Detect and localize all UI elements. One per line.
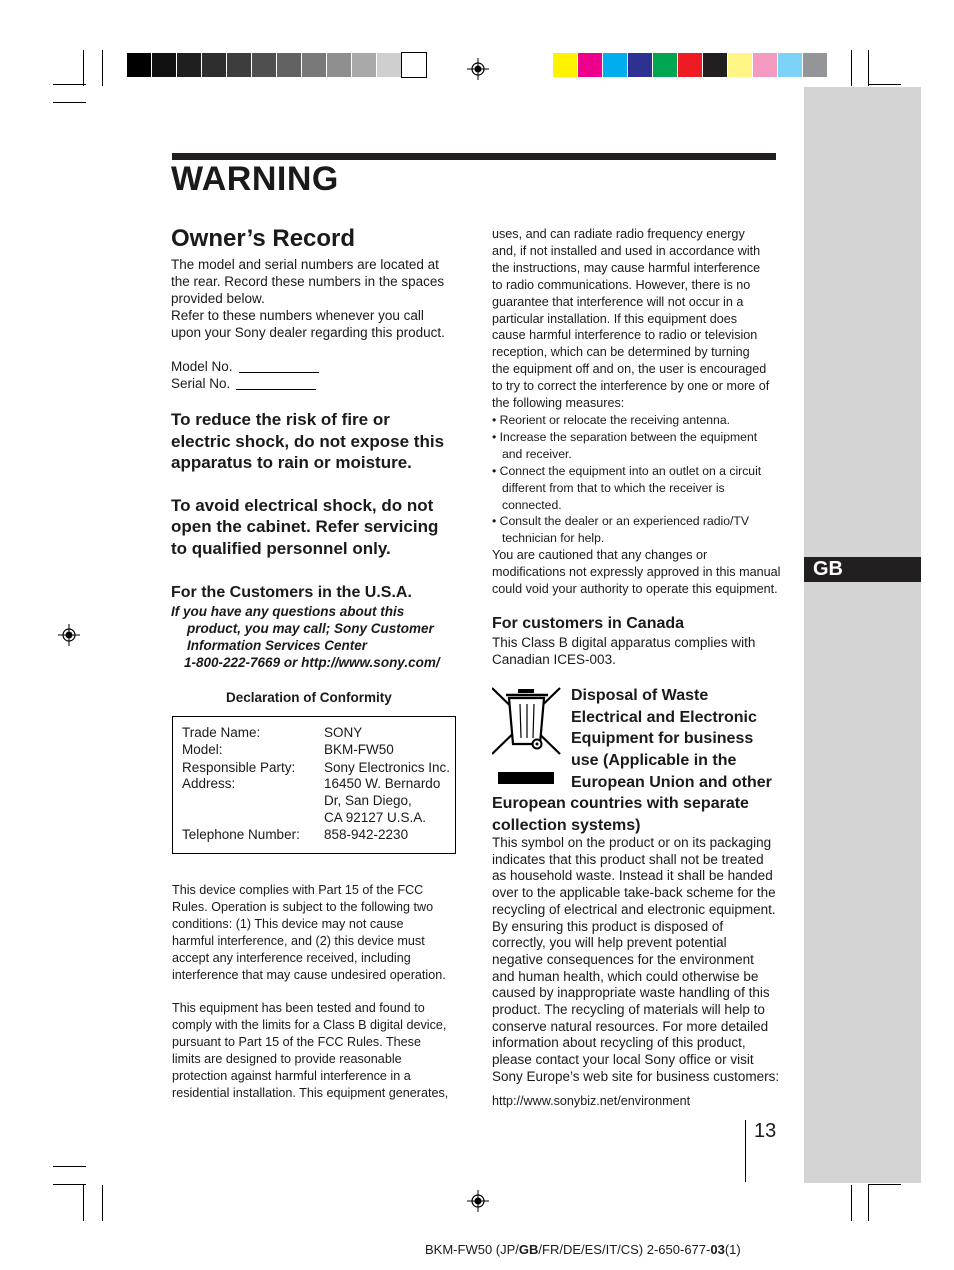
text-line: indicates that this product shall not be treated [492, 851, 764, 867]
owners-record-title: Owner’s Record [171, 225, 356, 252]
list-item: • Reorient or relocate the receiving antenna. [492, 412, 731, 427]
color-swatch [703, 53, 727, 77]
text-line: information about recycling of this product, [492, 1035, 746, 1051]
color-swatch [603, 53, 627, 77]
conformity-value: 16450 W. Bernardo [324, 776, 441, 791]
text-line: This Class B digital apparatus complies with [492, 635, 756, 650]
footer-text: BKM-FW50 (JP/ [425, 1242, 519, 1257]
language-tab-label: GB [813, 558, 843, 580]
text-line: Equipment for business [571, 730, 754, 748]
text-line: different from that to which the receiver is [502, 480, 725, 495]
text-line: the instructions, may cause harmful interference [492, 260, 761, 275]
model-no-blank [239, 372, 319, 373]
fcc-continued-text [492, 226, 792, 598]
conformity-value: SONY [324, 725, 363, 740]
conformity-value: Dr, San Diego, [324, 793, 412, 808]
text-line: conserve natural resources. For more detailed [492, 1018, 769, 1034]
text-line: reception, which can be determined by turning [492, 345, 750, 360]
page-number: 13 [754, 1120, 777, 1142]
gray-swatch [177, 53, 201, 77]
gray-swatch [327, 53, 351, 77]
text-line: By ensuring this product is disposed of [492, 918, 724, 934]
color-swatch [628, 53, 652, 77]
usa-contact [171, 603, 466, 671]
text-line: Refer to these numbers whenever you call [171, 308, 424, 323]
environment-link[interactable]: http://www.sonybiz.net/environment [492, 1094, 691, 1108]
usa-title: For the Customers in the U.S.A. [171, 584, 412, 601]
text-line: correctly, you will help prevent potential [492, 935, 727, 951]
conformity-value: 858-942-2230 [324, 827, 409, 842]
text-line: over to the applicable take-back scheme for the [492, 885, 776, 901]
text-line: to try to correct the interference by one or more of [492, 379, 770, 394]
text-line: collection systems) [492, 816, 641, 834]
text-line: product, you may call; Sony Customer [187, 621, 434, 636]
color-swatch [678, 53, 702, 77]
conformity-box [172, 716, 456, 854]
conformity-value: Sony Electronics Inc. [324, 760, 451, 775]
list-item: • Increase the separation between the equipment [492, 429, 758, 444]
text-line: to qualified personnel only. [171, 538, 391, 558]
text-line: conditions: (1) This device may not cause [172, 916, 404, 931]
text-line: particular installation. If this equipment does [492, 311, 738, 326]
text-line: negative consequences for the environment [492, 951, 754, 967]
conformity-label: Telephone Number: [182, 827, 300, 842]
canada-title: For customers in Canada [492, 615, 685, 632]
text-line: Information Services Center [187, 638, 368, 653]
text-line: and receiver. [502, 446, 572, 461]
conformity-value: CA 92127 U.S.A. [324, 810, 427, 825]
text-line: European Union and other [571, 773, 772, 791]
list-item: • Connect the equipment into an outlet on a circuit [492, 463, 762, 478]
gray-swatch [352, 53, 376, 77]
conformity-label: Model: [182, 742, 223, 757]
serial-no-label: Serial No. [171, 376, 231, 391]
gray-swatch [202, 53, 226, 77]
text-line: connected. [502, 497, 562, 512]
text-line: Sony Europe’s web site for business customers: [492, 1068, 780, 1084]
disposal-title-short [571, 685, 786, 794]
footer-model-code [425, 1242, 741, 1257]
text-line: limits are designed to provide reasonable [172, 1052, 402, 1067]
text-line: and human health, which could otherwise be [492, 968, 759, 984]
footer-text: /FR/DE/ES/IT/CS) 2-650-677- [538, 1242, 711, 1257]
text-line: 1-800-222-7669 or http://www.sony.com/ [184, 655, 440, 670]
gray-swatch [377, 53, 401, 77]
gray-swatch [127, 53, 151, 77]
text-line: the rear. Record these numbers in the spaces [171, 274, 445, 289]
gray-swatch [152, 53, 176, 77]
text-line: could void your authority to operate this equipment. [492, 582, 778, 597]
text-line: comply with the limits for a Class B digital device, [172, 1018, 447, 1033]
color-swatch [653, 53, 677, 77]
text-line: to radio communications. However, there is no [492, 277, 751, 292]
footer-text: (1) [724, 1242, 741, 1257]
text-line: upon your Sony dealer regarding this product. [171, 325, 445, 340]
text-line: uses, and can radiate radio frequency energy [492, 227, 745, 241]
text-line: guarantee that interference will not occur in a [492, 294, 744, 309]
text-line: accept any interference received, including [172, 950, 411, 965]
text-line: The model and serial numbers are located at [171, 257, 439, 272]
text-line: technician for help. [502, 531, 605, 546]
registration-mark-icon [467, 1190, 489, 1212]
gray-swatch [302, 53, 326, 77]
disposal-title-full [492, 793, 792, 836]
conformity-label: Responsible Party: [182, 760, 296, 775]
cabinet-warning [171, 495, 466, 560]
left-column [171, 225, 466, 671]
conformity-title: Declaration of Conformity [226, 690, 392, 705]
text-line: harmful interference, and (2) this device must [172, 933, 425, 948]
list-item: • Consult the dealer or an experienced radio/TV [492, 514, 749, 529]
text-line: electric shock, do not expose this [171, 431, 445, 451]
text-line: This symbol on the product or on its packaging [492, 835, 772, 850]
page-number-rule [745, 1120, 746, 1182]
text-line: This device complies with Part 15 of the FCC [172, 883, 424, 897]
text-line: please contact your local Sony office or visit [492, 1052, 754, 1068]
gray-swatch [227, 53, 251, 77]
conformity-label: Trade Name: [182, 725, 261, 740]
text-line: recycling of electrical and electronic equipment. [492, 901, 776, 917]
text-line: Canadian ICES-003. [492, 652, 616, 667]
serial-no-field[interactable] [171, 375, 466, 392]
disposal-body [492, 835, 792, 1086]
color-swatch [728, 53, 752, 77]
gray-swatch [277, 53, 301, 77]
text-line: the equipment off and on, the user is encouraged [492, 362, 767, 377]
text-line: To reduce the risk of fire or [171, 410, 390, 429]
fcc-compliance-text [172, 882, 467, 1102]
text-line: provided below. [171, 291, 265, 306]
owners-record-para1 [171, 256, 466, 307]
text-line: Electrical and Electronic [571, 708, 757, 726]
text-line: European countries with separate [492, 795, 749, 812]
color-swatch [753, 53, 777, 77]
registration-mark-icon [467, 58, 489, 80]
registration-mark-icon [58, 624, 80, 646]
text-line: residential installation. This equipment generates, [172, 1085, 449, 1100]
model-no-field[interactable] [171, 358, 466, 375]
fire-shock-warning [171, 409, 466, 474]
side-band [804, 87, 921, 1183]
text-line: product. The recycling of materials will help to [492, 1002, 765, 1018]
text-line: Rules. Operation is subject to the following two [172, 899, 434, 914]
text-line: If you have any questions about this [171, 604, 405, 619]
text-line: You are cautioned that any changes or [492, 548, 708, 563]
color-swatch [778, 53, 802, 77]
crossed-out-wheelie-bin-icon [492, 686, 562, 786]
gray-swatch [402, 53, 426, 77]
conformity-value: BKM-FW50 [324, 742, 394, 757]
serial-no-blank [236, 389, 316, 390]
text-line: the following measures: [492, 396, 625, 411]
heading-rule [172, 153, 776, 160]
text-line: To avoid electrical shock, do not [171, 495, 434, 515]
model-no-label: Model No. [171, 359, 233, 374]
text-line: cause harmful interference to radio or television [492, 328, 758, 343]
measures-list [492, 412, 792, 547]
footer-text-bold: GB [518, 1242, 539, 1257]
text-line: apparatus to rain or moisture. [171, 453, 412, 472]
gray-swatch [252, 53, 276, 77]
text-line: open the cabinet. Refer servicing [171, 517, 439, 536]
text-line: interference that may cause undesired operation. [172, 967, 446, 982]
text-line: caused by inappropriate waste handling of this [492, 985, 770, 1001]
text-line: protection against harmful interference in a [172, 1069, 411, 1084]
language-tab [804, 557, 921, 582]
text-line: pursuant to Part 15 of the FCC Rules. These [172, 1035, 421, 1050]
text-line: modifications not expressly approved in this manual [492, 565, 781, 580]
text-line: use (Applicable in the [571, 752, 737, 770]
color-swatch [578, 53, 602, 77]
owners-record-para2 [171, 307, 466, 341]
text-line: as household waste. Instead it shall be handed [492, 868, 773, 884]
color-swatch [803, 53, 827, 77]
conformity-label: Address: [182, 776, 236, 791]
canada-section [492, 614, 792, 668]
text-line: This equipment has been tested and found to [172, 1001, 425, 1016]
page-title: WARNING [171, 160, 339, 198]
text-line: Disposal of Waste [571, 687, 709, 704]
text-line: and, if not installed and used in accordance with [492, 243, 761, 258]
color-swatch [553, 53, 577, 77]
footer-text-bold: 03 [710, 1242, 725, 1257]
